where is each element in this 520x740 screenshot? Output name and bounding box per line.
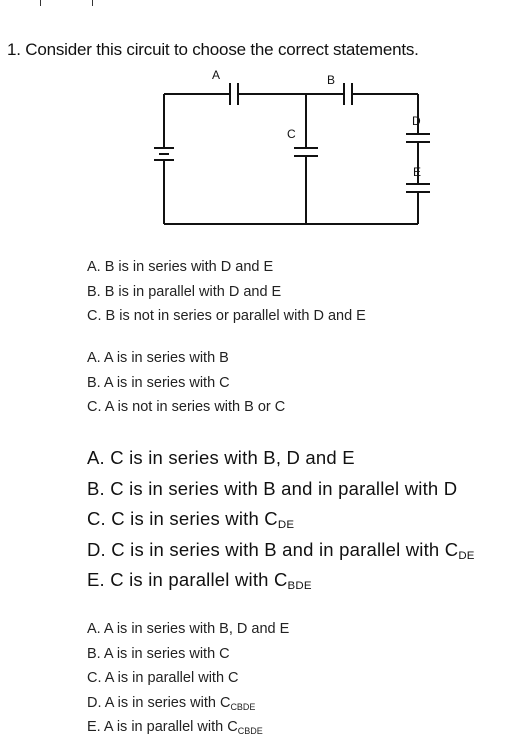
option-4a: A. A is in series with B, D and E — [87, 621, 290, 637]
label-a: A — [212, 68, 221, 82]
option-4c: C. A is in parallel with C — [87, 670, 239, 686]
label-d: D — [412, 114, 421, 128]
option-group-1 — [87, 255, 366, 329]
option-1a: A. B is in series with D and E — [87, 259, 274, 275]
option-3e: E. C is in parallel with $C_{BDE}$ — [87, 569, 312, 592]
option-3d: D. C is in series with B and in parallel with $C_{DE}$ — [87, 538, 475, 562]
option-1b: B. B is in parallel with D and E — [87, 283, 282, 300]
option-group-3 — [87, 443, 475, 596]
option-2c: C. A is not in series with B or C — [87, 399, 286, 415]
option-4b: B. A is in series with C — [87, 645, 230, 662]
option-group-2 — [87, 346, 285, 420]
question-text: 1. Consider this circuit to choose the correct statements. — [7, 40, 419, 59]
option-3b: B. C is in series with B and in parallel with D — [87, 477, 458, 499]
option-group-4 — [87, 617, 289, 740]
option-4e: E. A is in parallel with $C_{CBDE}$ — [87, 719, 263, 736]
option-3a: A. C is in series with B, D and E — [87, 447, 355, 468]
cropped-top-marks — [40, 0, 100, 8]
option-4d: D. A is in series with $C_{CBDE}$ — [87, 694, 256, 712]
label-c: C — [287, 127, 296, 141]
option-3c: C. C is in series with $C_{DE}$ — [87, 508, 295, 531]
label-b: B — [327, 73, 336, 87]
option-2a: A. A is in series with B — [87, 350, 229, 366]
circuit-diagram — [130, 64, 440, 234]
label-e: E — [413, 165, 422, 179]
option-1c: C. B is not in series or parallel with D and E — [87, 308, 366, 324]
option-2b: B. A is in series with C — [87, 374, 230, 391]
